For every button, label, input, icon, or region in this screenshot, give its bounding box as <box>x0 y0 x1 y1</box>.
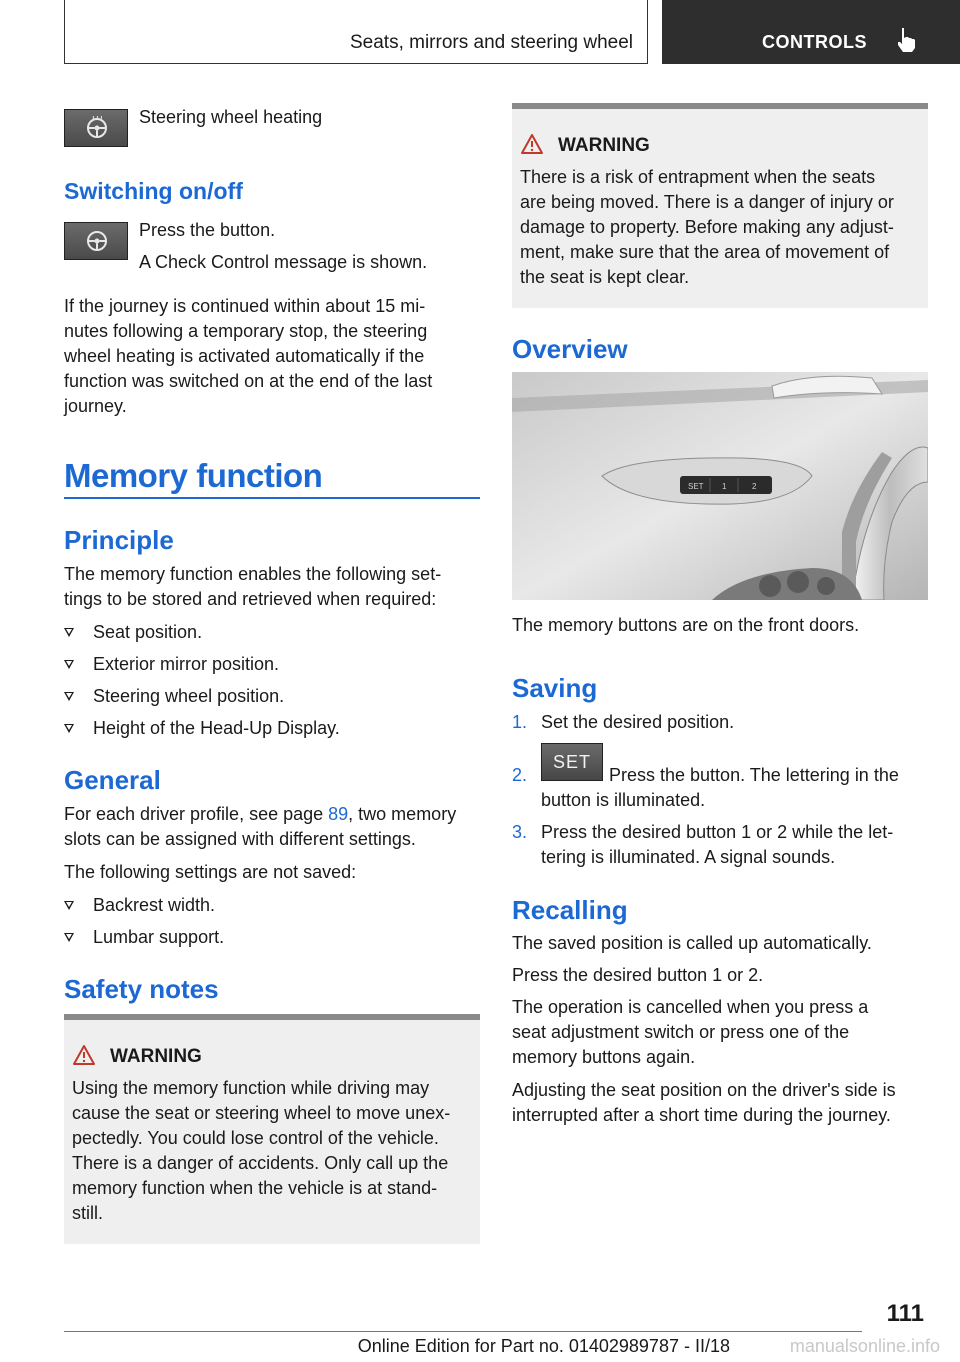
bullet-triangle-icon <box>64 724 74 733</box>
safety-notes-heading: Safety notes <box>64 974 219 1004</box>
list-item: 1. Set the desired position. <box>512 712 735 732</box>
text-line: damage to property. Before making any adjust‐ <box>520 217 894 237</box>
bullet-triangle-icon <box>64 692 74 701</box>
switching-heading: Switching on/off <box>64 178 243 204</box>
bullet-triangle-icon <box>64 660 74 669</box>
not-saved-text: The following settings are not saved: <box>64 862 357 882</box>
saving-heading: Saving <box>512 673 598 703</box>
svg-text:SET: SET <box>688 482 704 491</box>
text-line: seat adjustment switch or press one of the <box>512 1022 850 1042</box>
warning-triangle-icon <box>520 133 544 155</box>
saving-steps <box>512 710 932 735</box>
warning-text <box>72 1076 450 1226</box>
general-paragraph: For each driver profile, see page 89, two memory <box>64 804 457 824</box>
heating-label: Steering wheel heating <box>139 107 323 127</box>
steering-wheel-heating-button-icon-2 <box>64 222 128 260</box>
text-line: If the journey is continued within about 15 mi‐ <box>64 296 426 316</box>
photo-caption: The memory buttons are on the front doors. <box>512 615 860 635</box>
bullet-triangle-icon <box>64 901 74 910</box>
bullet-triangle-icon <box>64 933 74 942</box>
text-line: journey. <box>64 396 127 416</box>
text-line: Adjusting the seat position on the driver's side is <box>512 1080 896 1100</box>
text-line: are being moved. There is a danger of injury or <box>520 192 894 212</box>
page-89-link[interactable]: 89 <box>328 804 349 824</box>
recall-text-2: Press the desired button 1 or 2. <box>512 965 764 985</box>
text-line: Using the memory function while driving may <box>72 1078 430 1098</box>
photo-button-2: 2 <box>752 482 757 491</box>
list-item: Seat position. <box>64 620 484 645</box>
text-line: There is a danger of accidents. Only call up the <box>72 1153 449 1173</box>
principle-heading: Principle <box>64 525 174 555</box>
overview-heading: Overview <box>512 334 628 364</box>
photo-button-set <box>688 482 704 491</box>
list-item: Height of the Head-Up Display. <box>64 716 484 741</box>
warning-title: WARNING <box>110 1046 202 1067</box>
photo-button-1: 1 <box>722 482 727 491</box>
text-line: memory buttons again. <box>512 1047 696 1067</box>
steering-wheel-icon <box>85 229 109 253</box>
warning-text <box>520 165 894 290</box>
check-control-text: A Check Control message is shown. <box>139 252 428 272</box>
manual-page: Seats, mirrors and steering wheel CONTROLS Steering wheel heating Switching on/off Press the button. A Check Control message is shown. If the journey is continued within about 15 mi‐ nutes following a temporary stop, the steering wheel heating is activated automatically if the function was switched on at the end of the last journey. Memory function Principle The memory function enables the following set‐ tings to be stored and retrieved when required: Seat position. Exterior mirror position. Steering wheel position. Height of the Head-Up Display. General For each driver profile, see page 89, two memory slots can be assigned with different settings. The following settings are not saved: Backrest width. Lumbar support. Safety notes WARNING Using the memory function while driving may cause the seat or steering wheel to move unex‐ pectedly. You could lose control of the vehicle. There is a danger of accidents. Only call up the memory function when the vehicle is at stand‐ still. WARNING There is a risk of entrapment when the seats are being moved. There is a danger of injury or damage to property. Before making any adjust‐ ment, make sure that the area of movement of the seat is kept clear. Overview SET 1 2 The memory buttons are on the front doors. Saving 1. Set the desired position. 2. SET Press the button. The lettering in the button is illuminated. 3. Press the desired button 1 or 2 while the let‐ tering is illuminated. A signal sounds. Recalling The saved position is called up automatically. Press the desired button 1 or 2. The operation is cancelled when you press a seat adjustment switch or press one of the memory buttons again. Adjusting the seat position on the driver's side is interrupted after a short time during the journey. 111 Online Edition for Part no. 01402989787 - II/18 manualsonline.info <box>0 0 960 1362</box>
press-button-text: Press the button. <box>139 220 276 240</box>
text-line: tings to be stored and retrieved when required: <box>64 589 437 609</box>
watermark-text: manualsonline.info <box>789 1336 940 1356</box>
edition-text: Online Edition for Part no. 01402989787 - II/18 <box>357 1336 730 1356</box>
journey-paragraph <box>64 294 432 419</box>
text-line: the seat is kept clear. <box>520 267 690 287</box>
header-section-box <box>64 0 648 64</box>
warning-triangle-icon <box>72 1044 96 1066</box>
text-line: function was switched on at the end of the last <box>64 371 433 391</box>
text-line: still. <box>72 1203 103 1223</box>
list-item: Backrest width. <box>64 893 484 918</box>
principle-list <box>64 620 484 741</box>
list-item: Steering wheel position. <box>64 684 484 709</box>
list-item: Lumbar support. <box>64 925 484 950</box>
footer-divider <box>64 1331 862 1332</box>
text-line: ment, make sure that the area of movement of <box>520 242 890 262</box>
heading-underline <box>64 497 480 499</box>
set-button-icon: SET <box>541 743 603 781</box>
text-line: interrupted after a short time during the journey. <box>512 1105 891 1125</box>
steering-wheel-heating-button-icon <box>64 109 128 147</box>
bullet-triangle-icon <box>64 628 74 637</box>
text-line: There is a risk of entrapment when the seats <box>520 167 876 187</box>
recall-text-4 <box>512 1078 896 1128</box>
header-chapter-title: CONTROLS <box>762 32 867 52</box>
recalling-heading: Recalling <box>512 895 628 925</box>
text-line: pectedly. You could lose control of the vehicle. <box>72 1128 439 1148</box>
recall-text-3 <box>512 995 868 1070</box>
recall-text-1: The saved position is called up automatically. <box>512 933 872 953</box>
header-chapter-box <box>662 0 960 64</box>
steering-wheel-icon <box>85 116 109 140</box>
warning-box-left <box>64 1014 480 1244</box>
warning-title: WARNING <box>558 135 650 156</box>
list-item: Exterior mirror position. <box>64 652 484 677</box>
text-line: nutes following a temporary stop, the steering <box>64 321 428 341</box>
header-section-title: Seats, mirrors and steering wheel <box>349 32 633 53</box>
warning-box-right <box>512 103 928 308</box>
text-line: The memory function enables the following set‐ <box>64 564 442 584</box>
text-line: cause the seat or steering wheel to move unex‐ <box>72 1103 451 1123</box>
text-line: The operation is cancelled when you press a <box>512 997 869 1017</box>
text-line: memory function when the vehicle is at stand‐ <box>72 1178 438 1198</box>
general-heading: General <box>64 765 161 795</box>
door-memory-buttons-photo <box>512 372 928 600</box>
text-line: wheel heating is activated automatically if the <box>64 346 425 366</box>
memory-function-heading: Memory function <box>64 457 323 494</box>
principle-paragraph <box>64 562 441 612</box>
general-line2: slots can be assigned with different settings. <box>64 829 416 849</box>
pointing-hand-icon <box>894 26 920 54</box>
page-number: 111 <box>886 1300 924 1327</box>
not-saved-list <box>64 893 484 950</box>
